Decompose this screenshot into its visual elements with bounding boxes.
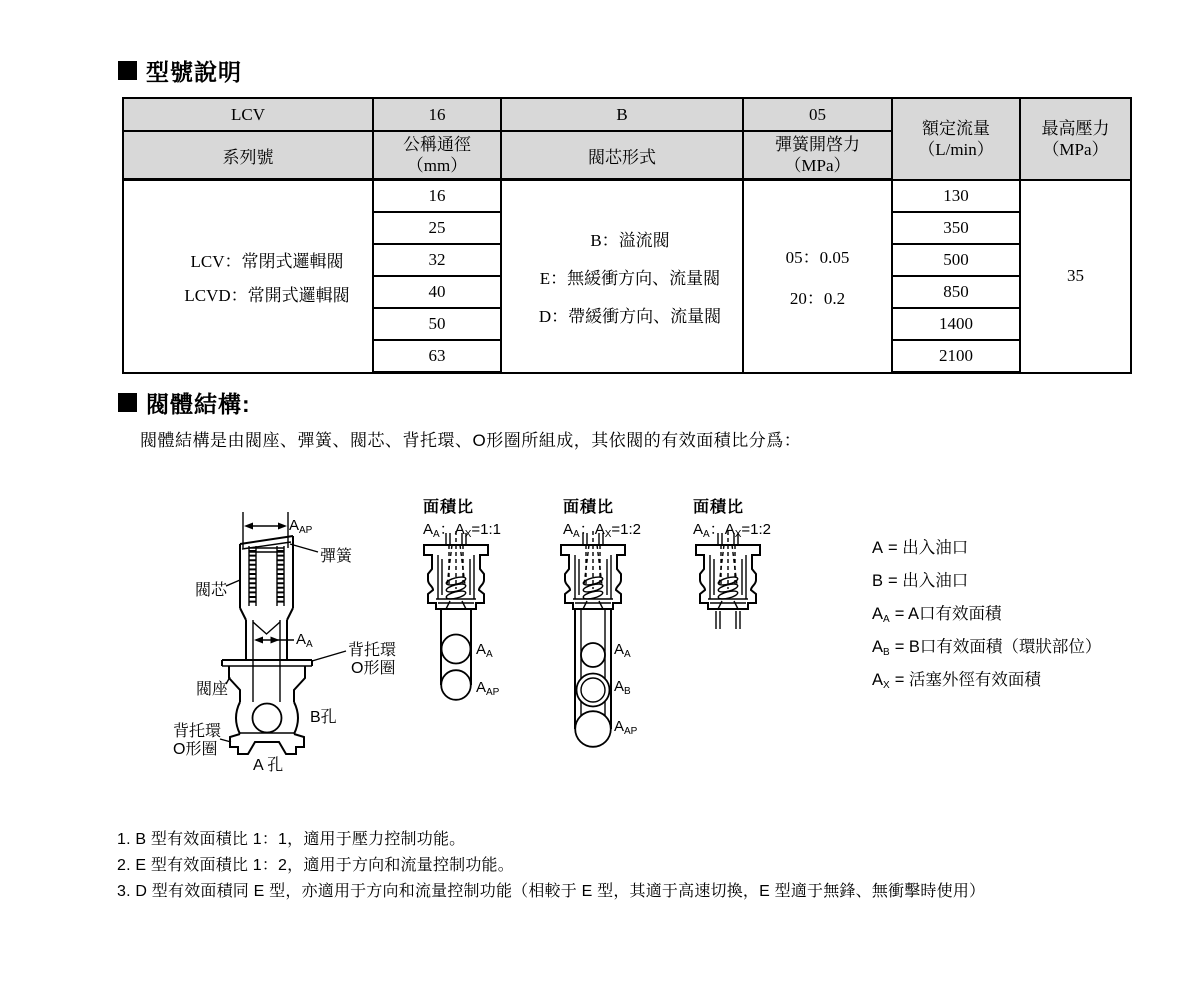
flow-value: 350 xyxy=(892,212,1020,244)
size-value: 63 xyxy=(373,340,501,373)
header-spring: 彈簧開啓力 （MPa） xyxy=(743,131,892,180)
code-spring: 05 xyxy=(743,98,892,131)
port-a-label: A 孔 xyxy=(253,757,284,774)
size-value: 16 xyxy=(373,180,501,213)
circle-label: $A_A$ xyxy=(476,641,493,660)
max-pressure-value: 35 xyxy=(1020,180,1131,373)
flow-value: 2100 xyxy=(892,340,1020,373)
spring-option: 05：0.05 xyxy=(785,248,850,268)
oring-top-label: O形圈 xyxy=(351,660,396,677)
spring-option: 20：0.2 xyxy=(789,289,846,309)
flow-value: 850 xyxy=(892,276,1020,308)
flow-value: 1400 xyxy=(892,308,1020,340)
size-value: 32 xyxy=(373,244,501,276)
area-ratio-diagram-3 xyxy=(682,531,774,641)
header-flow: 額定流量 （L/min） xyxy=(892,98,1020,180)
area-ratio-header-3: 面積比 $A_A$：$A_X=1:2$ xyxy=(693,499,772,540)
circle-label: $A_A$ xyxy=(614,641,631,660)
code-series: LCV xyxy=(123,98,373,131)
area-ratio-header-1: 面積比 $A_A$：$A_X=1:1$ xyxy=(423,499,502,540)
circle-label: $A_B$ xyxy=(614,678,631,697)
series-options-cell xyxy=(123,180,373,373)
size-value: 25 xyxy=(373,212,501,244)
header-size: 公稱通徑 （mm） xyxy=(373,131,501,180)
legend-item: B = 出入油口 xyxy=(872,572,969,590)
code-size: 16 xyxy=(373,98,501,131)
legend-item: $A_A = A$口有效面積 xyxy=(872,605,1002,625)
header-pressure: 最高壓力 （MPa） xyxy=(1020,98,1131,180)
legend-item: $A_X$ = 活塞外徑有效面積 xyxy=(872,671,1041,691)
seat-label: 閥座 xyxy=(196,681,229,698)
port-b-label: B孔 xyxy=(310,709,337,726)
spool-label: 閥芯 xyxy=(195,582,228,599)
size-value: 50 xyxy=(373,308,501,340)
legend-item: A = 出入油口 xyxy=(872,539,969,557)
size-value: 40 xyxy=(373,276,501,308)
section-bullet-square xyxy=(118,61,137,80)
structure-section-title-text: 閥體結構: xyxy=(146,391,251,417)
spool-option: E：無緩衝方向、流量閥 xyxy=(539,268,721,288)
circle-label: $A_{AP}$ xyxy=(614,718,638,737)
series-option: LCV：常閉式邏輯閥 xyxy=(190,251,344,271)
flow-value: 500 xyxy=(892,244,1020,276)
footnote: 2. E 型有效面積比 1：2，適用于方向和流量控制功能。 xyxy=(117,857,514,874)
legend-item: $A_B = B$口有效面積（環狀部位） xyxy=(872,638,1102,658)
model-section-title-text: 型號說明 xyxy=(146,59,242,85)
spool-option: D：帶緩衝方向、流量閥 xyxy=(538,306,722,326)
backring-top-label: 背托環 xyxy=(348,642,397,659)
structure-intro-text: 閥體結構是由閥座、彈簧、閥芯、背托環、O形圈所組成，其依閥的有效面積比分爲： xyxy=(140,431,802,450)
oring-bottom-label: O形圈 xyxy=(173,741,218,758)
footnote: 3. D 型有效面積同 E 型，亦適用于方向和流量控制功能（相較于 E 型，其適于高速切換，E 型適于無鋒、無衝擊時使用） xyxy=(117,883,986,900)
spring-options-cell xyxy=(743,180,892,373)
section-bullet-square xyxy=(118,393,137,412)
area-ratio-header-2: 面積比 $A_A$：$A_X=1:2$ xyxy=(563,499,642,540)
dimension-label-aa: $A_A$ xyxy=(296,631,313,650)
model-code-table xyxy=(122,97,1132,374)
code-spool: B xyxy=(501,98,743,131)
spool-option: B：溢流閥 xyxy=(590,230,670,250)
structure-section-title xyxy=(118,386,251,419)
backring-bottom-label: 背托環 xyxy=(173,723,222,740)
spring-label: 彈簧 xyxy=(320,548,353,565)
spool-options-cell xyxy=(501,180,743,373)
header-spool: 閥芯形式 xyxy=(501,131,743,180)
dimension-label-aap: $A_{AP}$ xyxy=(289,517,313,536)
series-option: LCVD：常開式邏輯閥 xyxy=(184,285,350,305)
header-series: 系列號 xyxy=(123,131,373,180)
circle-label: $A_{AP}$ xyxy=(476,679,500,698)
model-section-title xyxy=(118,54,242,87)
flow-value: 130 xyxy=(892,180,1020,213)
footnote: 1. B 型有效面積比 1：1，適用于壓力控制功能。 xyxy=(117,831,466,848)
